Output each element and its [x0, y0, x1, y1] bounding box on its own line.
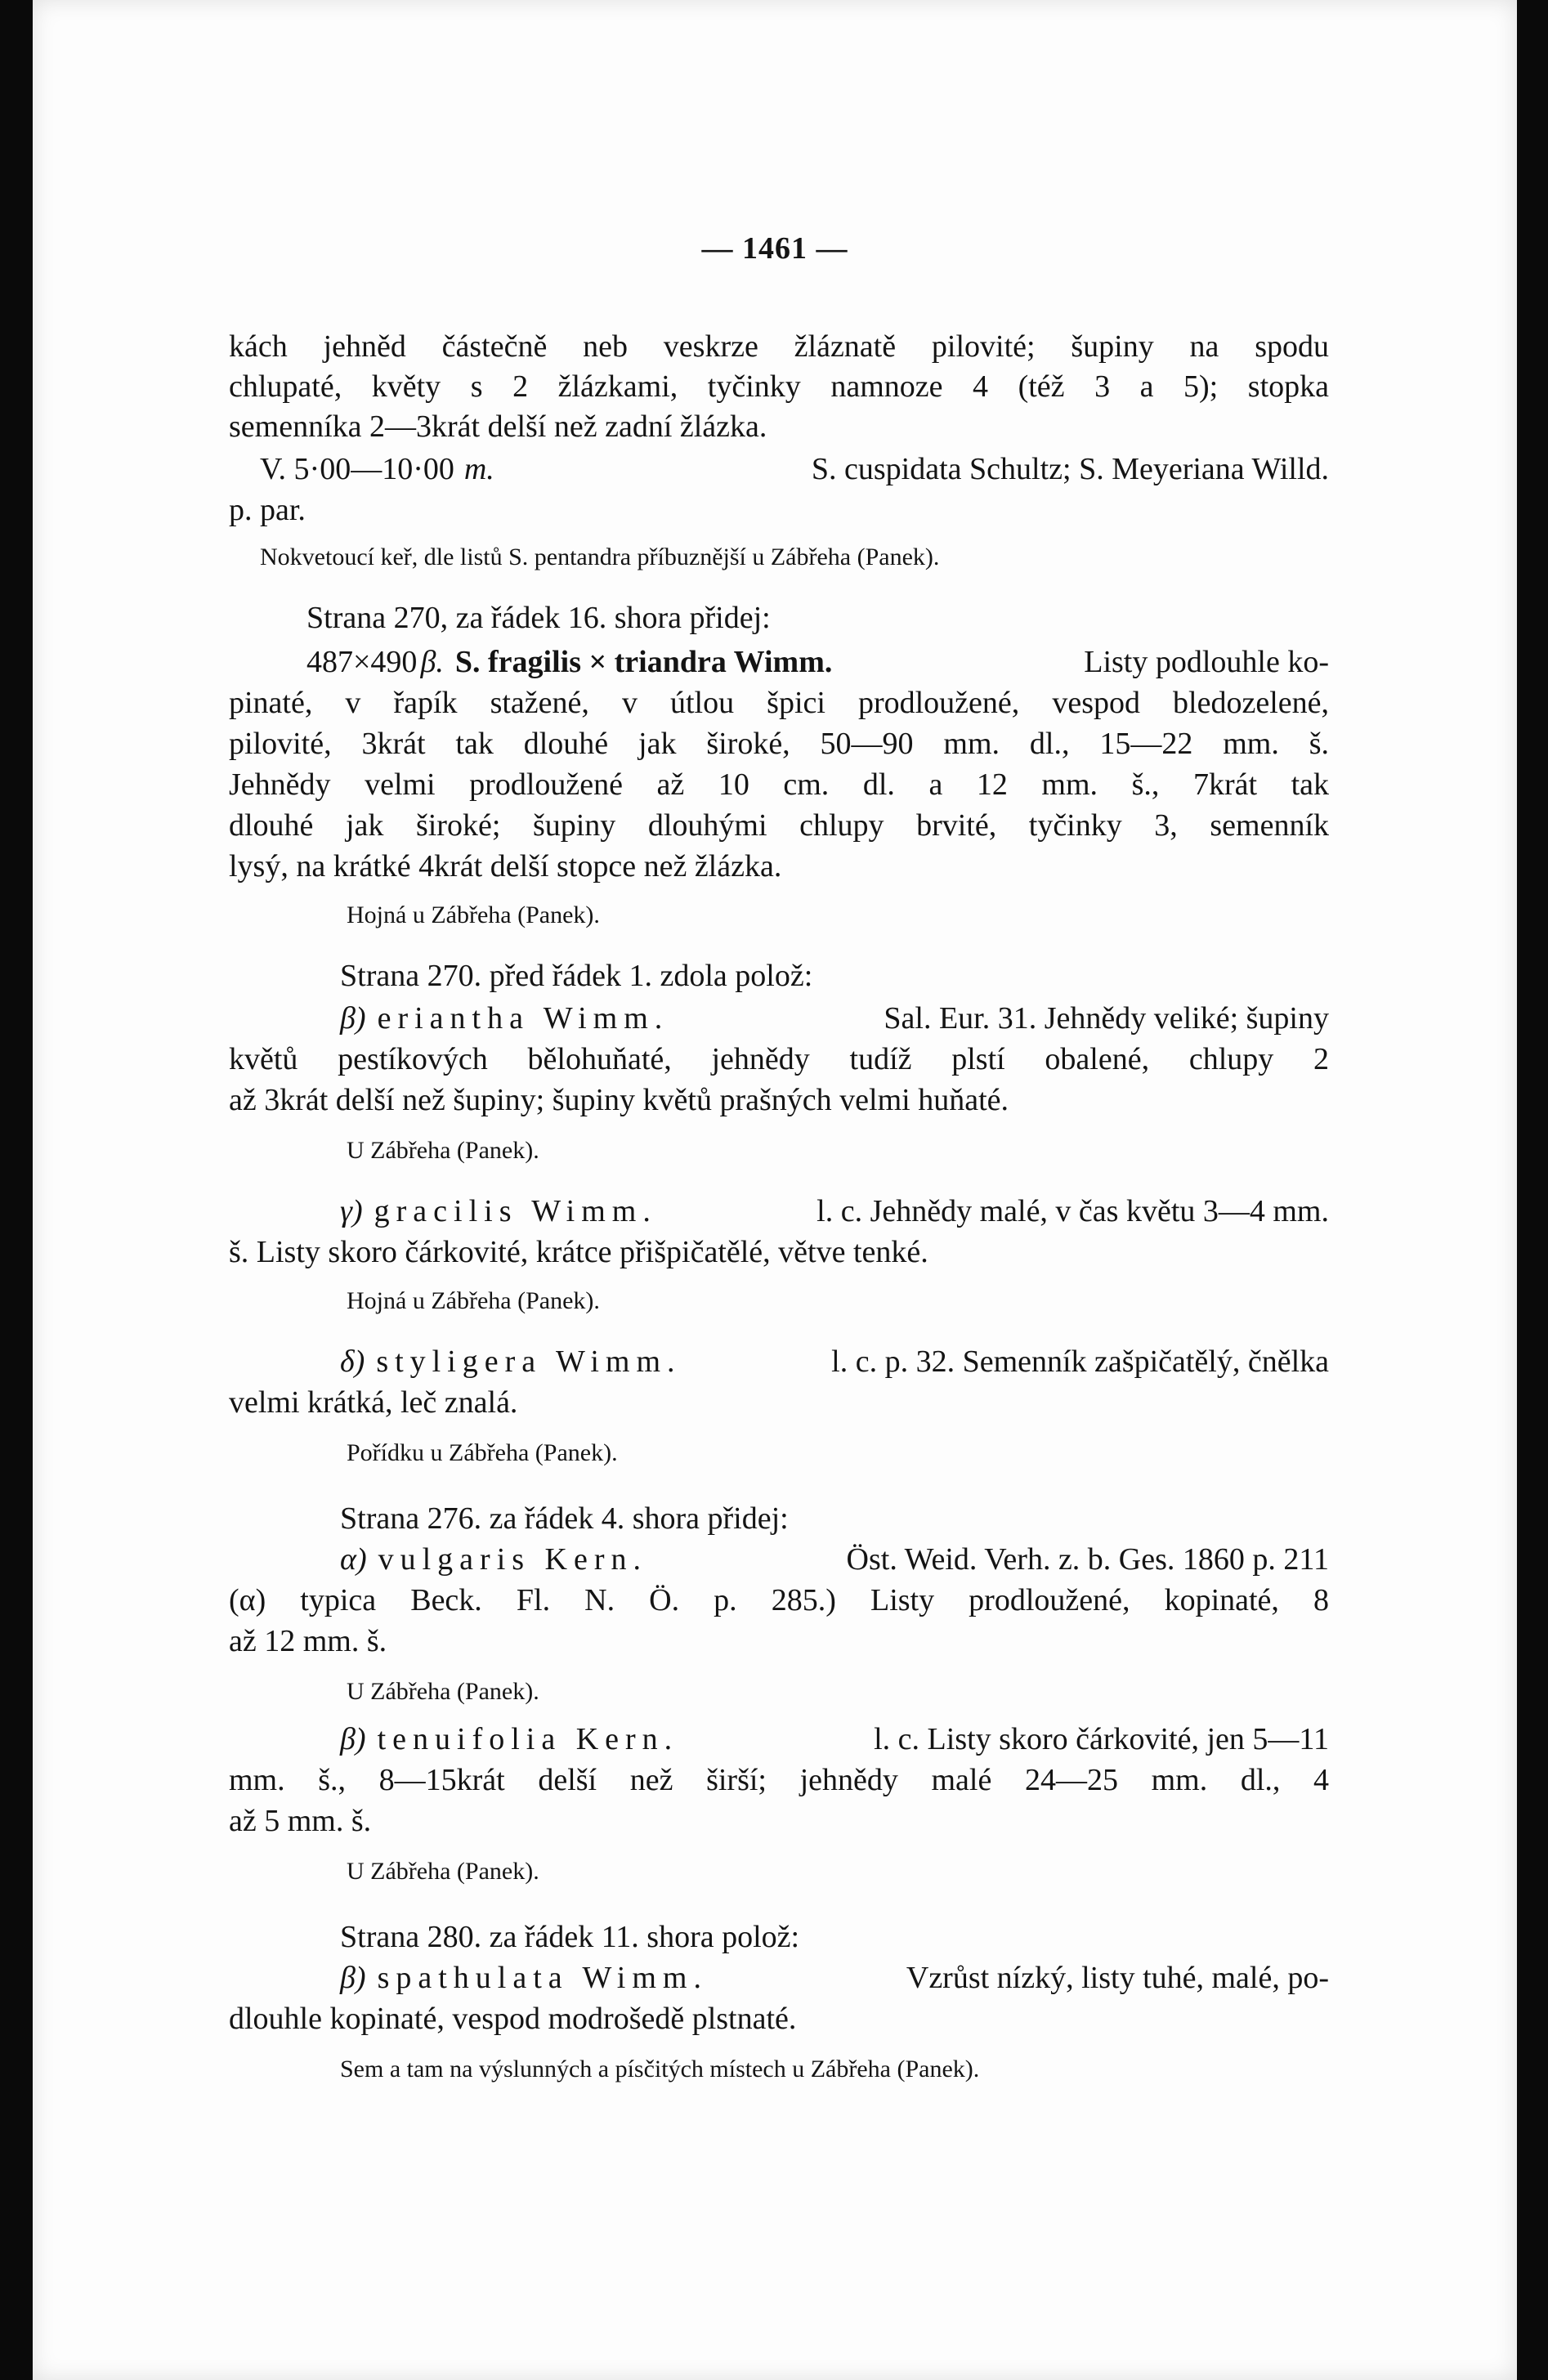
- text-line: dlouhé jak široké; šupiny dlouhými chlupy brvité, tyčinky 3, semenník: [229, 808, 1329, 843]
- text-line: dlouhle kopinaté, vespod modrošedě plstnaté.: [229, 2002, 797, 2036]
- variety-name: tenuifolia Kern.: [377, 1722, 679, 1756]
- text-line: až 5 mm. š.: [229, 1804, 372, 1838]
- text-line: pilovité, 3krát tak dlouhé jak široké, 50—90 mm. dl., 15—22 mm. š.: [229, 727, 1329, 761]
- text-span: Sal. Eur. 31. Jehnědy veliké; šupiny: [884, 1001, 1329, 1036]
- text-span: γ): [340, 1194, 363, 1228]
- text-line: až 3krát delší než šupiny; šupiny květů prašných velmi huňaté.: [229, 1083, 1009, 1117]
- text-span: V. 5·00—10·00: [260, 452, 454, 486]
- text-span: δ): [340, 1344, 365, 1379]
- section-heading: Strana 270. před řádek 1. zdola polož:: [340, 959, 813, 993]
- text-line: [340, 999, 1329, 1038]
- species-name: S. fragilis × triandra Wimm.: [454, 645, 833, 679]
- text-span: α): [340, 1542, 367, 1577]
- text-span: Öst. Weid. Verh. z. b. Ges. 1860 p. 211: [846, 1542, 1329, 1577]
- text-line: Jehnědy velmi prodloužené až 10 cm. dl. a 12 mm. š., 7krát tak: [229, 767, 1329, 802]
- variety-name: spathulata Wimm.: [377, 1961, 708, 1995]
- text-span: Listy podlouhle ko-: [1084, 645, 1329, 679]
- text-line: (α) typica Beck. Fl. N. Ö. p. 285.) Listy prodloužené, kopinaté, 8: [229, 1583, 1329, 1617]
- variety-name: gracilis Wimm.: [374, 1194, 657, 1228]
- text-span: m.: [463, 452, 494, 486]
- note-line: Hojná u Zábřeha (Panek).: [347, 901, 600, 928]
- note-line: U Zábřeha (Panek).: [347, 1858, 539, 1885]
- text-line: lysý, na krátké 4krát delší stopce než žlázka.: [229, 849, 782, 884]
- page-number: — 1461 —: [701, 231, 848, 266]
- text-line: semenníka 2—3krát delší než zadní žlázka.: [229, 409, 767, 444]
- text-span: l. c. p. 32. Semenník zašpičatělý, čnělka: [831, 1344, 1329, 1379]
- text-span: β): [340, 1722, 366, 1756]
- text-line: š. Listy skoro čárkovité, krátce přišpičatělé, větve tenké.: [229, 1235, 928, 1269]
- text-line: [340, 1958, 1329, 1998]
- text-line: [340, 1540, 1329, 1579]
- text-line: velmi krátká, leč znalá.: [229, 1385, 518, 1420]
- text-line: [340, 1342, 1329, 1381]
- section-heading: Strana 276. za řádek 4. shora přidej:: [340, 1501, 789, 1536]
- text-line: kách jehněd částečně neb veskrze žláznatě pilovité; šupiny na spodu: [229, 329, 1329, 364]
- text-line: pinaté, v řapík stažené, v útlou špici prodloužené, vespod bledozelené,: [229, 686, 1329, 720]
- text-line: květů pestíkových bělohuňaté, jehnědy tudíž plstí obalené, chlupy 2: [229, 1042, 1329, 1076]
- text-line: mm. š., 8—15krát delší než širší; jehnědy malé 24—25 mm. dl., 4: [229, 1763, 1329, 1797]
- text-span: 487×490: [306, 645, 418, 679]
- text-span: l. c. Listy skoro čárkovité, jen 5—11: [874, 1722, 1329, 1756]
- variety-name: styligera Wimm.: [376, 1344, 682, 1379]
- note-line: Nokvetoucí keř, dle listů S. pentandra příbuznější u Zábřeha (Panek).: [260, 544, 940, 570]
- text-line: chlupaté, květy s 2 žlázkami, tyčinky namnoze 4 (též 3 a 5); stopka: [229, 369, 1329, 404]
- note-line: Hojná u Zábřeha (Panek).: [347, 1287, 600, 1314]
- text-span: l. c. Jehnědy malé, v čas květu 3—4 mm.: [817, 1194, 1329, 1228]
- section-heading: Strana 280. za řádek 11. shora polož:: [340, 1920, 800, 1954]
- document-page: [33, 0, 1517, 2380]
- note-line: U Zábřeha (Panek).: [347, 1137, 539, 1164]
- variety-name: vulgaris Kern.: [378, 1542, 647, 1577]
- note-line: U Zábřeha (Panek).: [347, 1678, 539, 1705]
- text-span: S. cuspidata Schultz; S. Meyeriana Willd.: [811, 452, 1329, 486]
- variety-name: eriantha Wimm.: [377, 1001, 669, 1036]
- text-line: [260, 450, 1329, 489]
- note-line: Pořídku u Zábřeha (Panek).: [347, 1439, 618, 1466]
- text-line: p. par.: [229, 493, 306, 527]
- section-heading: Strana 270, za řádek 16. shora přidej:: [306, 601, 771, 635]
- note-line: Sem a tam na výslunných a písčitých místech u Zábřeha (Panek).: [340, 2056, 980, 2082]
- text-span: Vzrůst nízký, listy tuhé, malé, po-: [906, 1961, 1329, 1995]
- text-line: [340, 1192, 1329, 1231]
- text-span: β): [340, 1961, 366, 1995]
- text-line: [340, 1720, 1329, 1759]
- text-line: až 12 mm. š.: [229, 1624, 387, 1658]
- text-span: β.: [420, 645, 444, 679]
- text-span: β): [340, 1001, 366, 1036]
- text-line: [306, 642, 1329, 682]
